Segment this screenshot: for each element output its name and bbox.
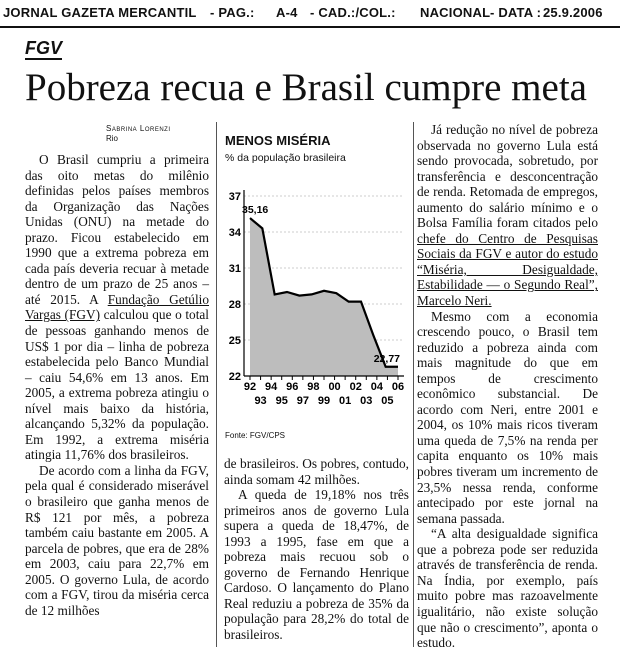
column-divider (216, 122, 217, 647)
chart-source: Fonte: FGV/CPS (225, 431, 286, 440)
x-tick-label: 00 (328, 381, 341, 393)
y-tick-label: 22 (228, 371, 241, 383)
chart-subtitle: % da população brasileira (225, 152, 346, 164)
text-run: calculou que o total de pessoas ganhando menos de US$ 1 por dia – linha de pobreza estabelecida pelo Banco Mundial – caiu 54,6% em 13 anos. Em 2005, a extrema pobreza atingiu o nível mais baixo da história, alcançando 5,32% da população. Em 1992, a extrema miséria atingia 11,76% dos brasileiros. (25, 307, 209, 463)
article-column-3 (417, 122, 598, 651)
x-tick-label: 04 (370, 381, 383, 393)
x-tick-label: 97 (296, 395, 309, 407)
text-run: O Brasil cumpriu a primeira das oito metas do milênio definidas pelos países membros da Organização das Nações Unidas (ONU) na metade do prazo. Ficou estabelecido em 1990 que a extrema pobreza em cada país deveria recuar à metade dentro de um prazo de 25 anos – até 2015. A (25, 152, 209, 307)
paragraph: Mesmo com a economia crescendo pouco, o Brasil tem reduzido a pobreza ainda com mais magnitude do que em tempos de crescimento econômico substancial. De acordo com Neri, entre 2001 e 2004, os 10% mais ricos tiveram uma queda de 7,5% na renda per capita enquanto os 10% mais pobres tiveram um incremento de 23,5% nessa renda, conforme antecipado por este jornal na semana passada. (417, 308, 598, 526)
x-tick-label: 95 (275, 395, 288, 407)
underlined-text: chefe do Centro de Pesquisas Sociais da FGV e autor do estudo “Miséria, Desigualdade, Estabilidade — o Segundo Real”, Marcelo Neri. (417, 230, 598, 309)
x-tick-label: 03 (360, 395, 373, 407)
x-tick-label: 05 (381, 395, 394, 407)
x-tick-label: 96 (286, 381, 299, 393)
data-label: 22,77 (373, 352, 400, 365)
paragraph (417, 122, 598, 309)
paragraph: A queda de 19,18% nos três primeiros anos de governo Lula supera a queda de 18,47%, de 1993 a 1995, fase em que a pobreza mais recuou sob o governo de Fernando Henrique Cardoso. O lançamento do Plano Real reduziu a pobreza de 35% da população para 28,2% do total de brasileiros. (224, 487, 409, 643)
page-number: A-4 (276, 5, 298, 20)
x-tick-label: 06 (391, 381, 405, 393)
poverty-chart (222, 132, 412, 450)
publication-name: JORNAL GAZETA MERCANTIL (3, 5, 197, 20)
text-run: Já redução no nível de pobreza observada no governo Lula está sendo provocada, sobretudo, por transferência e desconcentração de renda. Retomada de empregos, aumento do salário mínimo e o Bolsa Família foram citados pelo (417, 122, 598, 231)
x-tick-label: 92 (243, 381, 257, 393)
section-name: NACIONAL (420, 5, 491, 20)
y-tick-label: 28 (228, 299, 241, 311)
section-label: - CAD.:/COL.: (310, 5, 396, 20)
x-tick-label: 01 (339, 395, 352, 407)
paragraph: De acordo com a linha da FGV, pela qual é considerado miserável o brasileiro que ganha menos de R$ 121 por mês, a pobreza também caiu bastante em 2005. A parcela de pobres, que era de 28% em 2003, caiu para 22,7% em 2005. O governo Lula, de acordo com a FGV, tirou da miséria cerca de 12 milhões (25, 462, 209, 618)
author-name: Sabrina Lorenzi (106, 124, 171, 133)
date-value: 25.9.2006 (543, 5, 603, 20)
underlined-text: Fundação Getúlio Vargas (FGV) (25, 291, 209, 323)
page-label: - PAG.: (210, 5, 255, 20)
y-tick-label: 31 (228, 263, 241, 275)
paragraph: “A alta desigualdade significa que a pobreza pode ser reduzida através de transferência de renda. Na Índia, por exemplo, país muito pobre mas razoavelmente igualitário, não existe solução que não o crescimento”, aponta o estudo. (417, 526, 598, 651)
chart-title: MENOS MISÉRIA (225, 133, 331, 148)
column-divider (413, 122, 414, 647)
article-column-1 (25, 152, 209, 618)
paragraph: de brasileiros. Os pobres, contudo, ainda somam 42 milhões. (224, 456, 409, 487)
newspaper-header (0, 0, 620, 28)
data-label: 35,16 (242, 204, 269, 217)
date-label: - DATA : (490, 5, 542, 20)
chart-plot (222, 132, 412, 432)
x-tick-label: 99 (317, 395, 331, 407)
article-kicker: FGV (25, 38, 63, 58)
article-title: Pobreza recua e Brasil cumpre meta (25, 66, 587, 109)
x-tick-label: 98 (307, 381, 320, 393)
x-tick-label: 94 (265, 381, 278, 393)
x-tick-label: 02 (349, 381, 362, 393)
y-tick-label: 25 (228, 335, 241, 347)
paragraph (25, 152, 209, 463)
byline (106, 124, 171, 144)
author-location: Rio (106, 134, 119, 143)
article-column-2 (224, 456, 409, 643)
y-tick-label: 37 (228, 191, 241, 203)
x-tick-label: 93 (254, 395, 267, 407)
y-tick-label: 34 (228, 227, 241, 239)
